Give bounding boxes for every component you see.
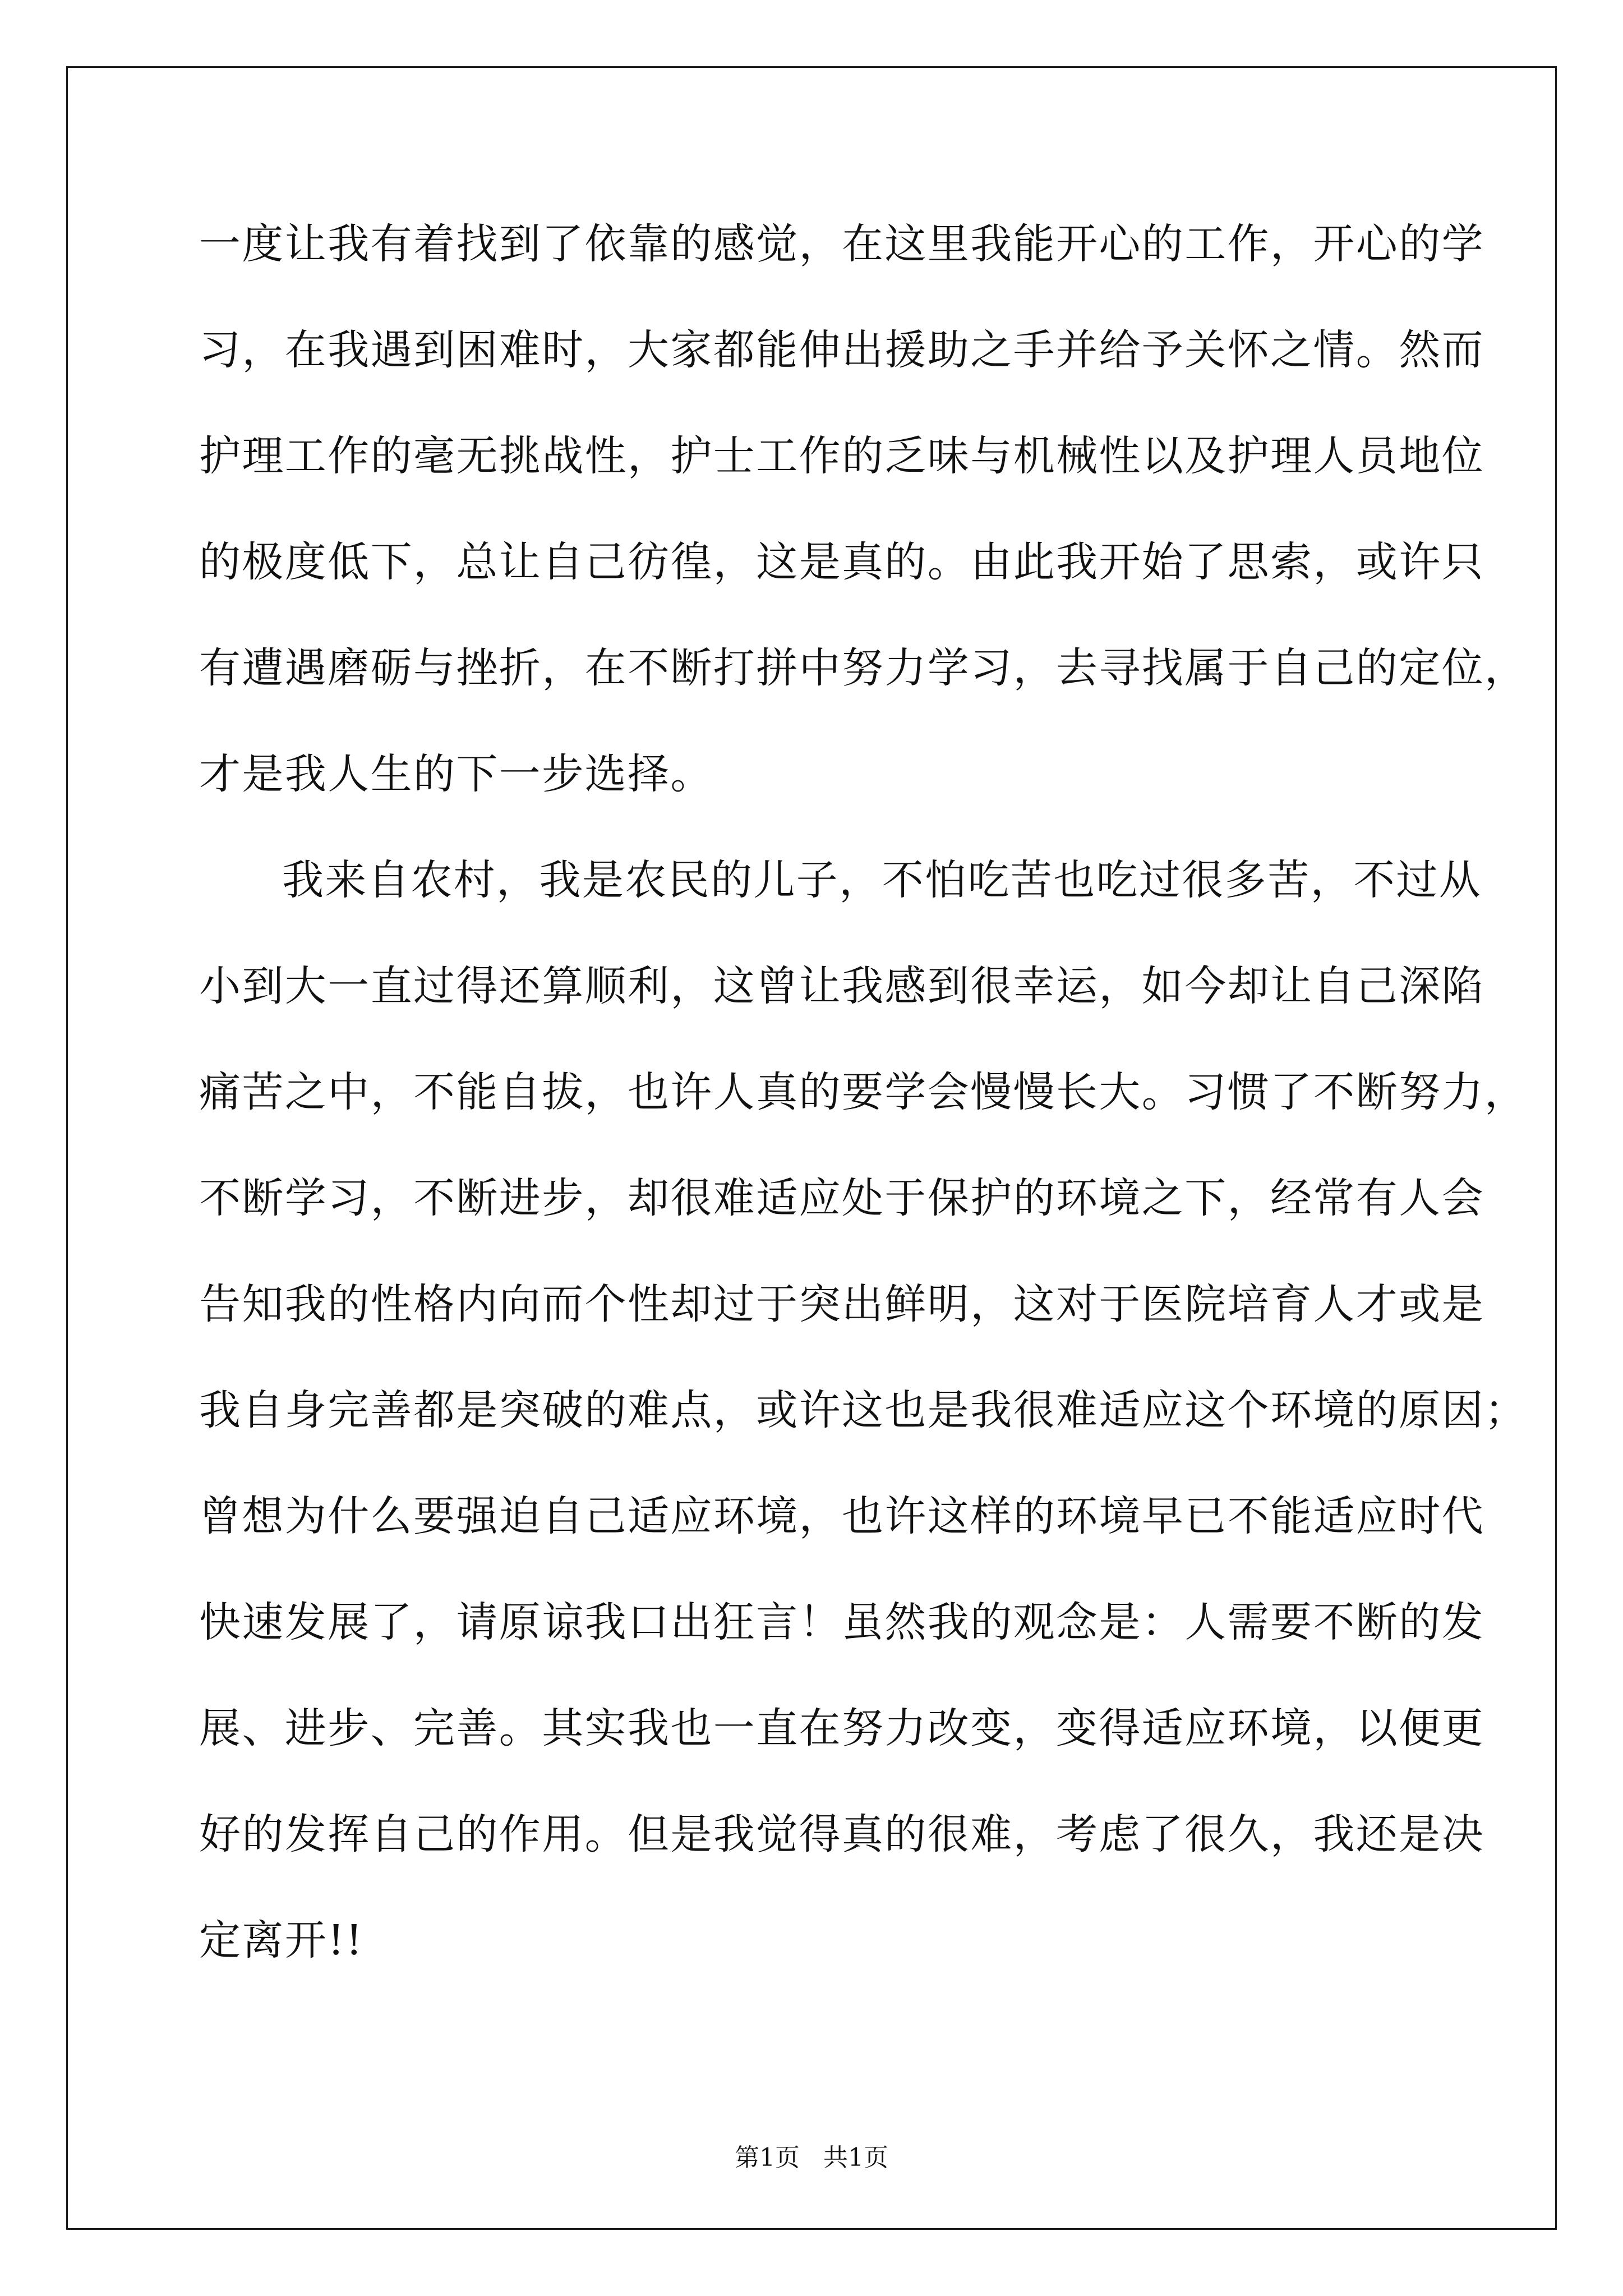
document-body xyxy=(199,213,1528,2016)
text-line: 一度让我有着找到了依靠的感觉，在这里我能开心的工作，开心的学 xyxy=(199,220,1484,268)
text-line: 告知我的性格内向而个性却过于突出鲜明，这对于医院培育人才或是 xyxy=(199,1280,1484,1328)
page-number-total: 共1页 xyxy=(823,2143,888,2172)
text-line: 我来自农村，我是农民的儿子，不怕吃苦也吃过很多苦，不过从 xyxy=(282,856,1482,904)
text-line: 不断学习，不断进步，却很难适应处于保护的环境之下，经常有人会 xyxy=(199,1174,1484,1222)
text-line: 护理工作的毫无挑战性，护士工作的乏味与机械性以及护理人员地位 xyxy=(199,432,1484,480)
text-line: 才是我人生的下一步选择。 xyxy=(199,750,713,798)
text-line: 曾想为什么要强迫自己适应环境，也许这样的环境早已不能适应时代 xyxy=(199,1492,1484,1540)
text-line: 痛苦之中，不能自拔，也许人真的要学会慢慢长大。习惯了不断努力， xyxy=(199,1068,1528,1116)
text-line: 好的发挥自己的作用。但是我觉得真的很难，考虑了很久，我还是决 xyxy=(199,1810,1484,1858)
text-line: 快速发展了，请原谅我口出狂言！虽然我的观念是：人需要不断的发 xyxy=(199,1598,1484,1646)
text-line: 展、进步、完善。其实我也一直在努力改变，变得适应环境，以便更 xyxy=(199,1704,1484,1752)
text-line: 有遭遇磨砺与挫折，在不断打拼中努力学习，去寻找属于自己的定位， xyxy=(199,644,1528,692)
text-line: 我自身完善都是突破的难点，或许这也是我很难适应这个环境的原因； xyxy=(199,1386,1528,1434)
page-number-current: 第1页 xyxy=(735,2143,800,2172)
text-line: 定离开!! xyxy=(199,1916,364,1964)
text-line: 小到大一直过得还算顺利，这曾让我感到很幸运，如今却让自己深陷 xyxy=(199,962,1484,1010)
text-line: 的极度低下，总让自己彷徨，这是真的。由此我开始了思索，或许只 xyxy=(199,538,1484,586)
footer-spacer xyxy=(800,2143,823,2172)
page-footer xyxy=(0,2137,1623,2173)
text-line: 习，在我遇到困难时，大家都能伸出援助之手并给予关怀之情。然而 xyxy=(199,326,1484,374)
